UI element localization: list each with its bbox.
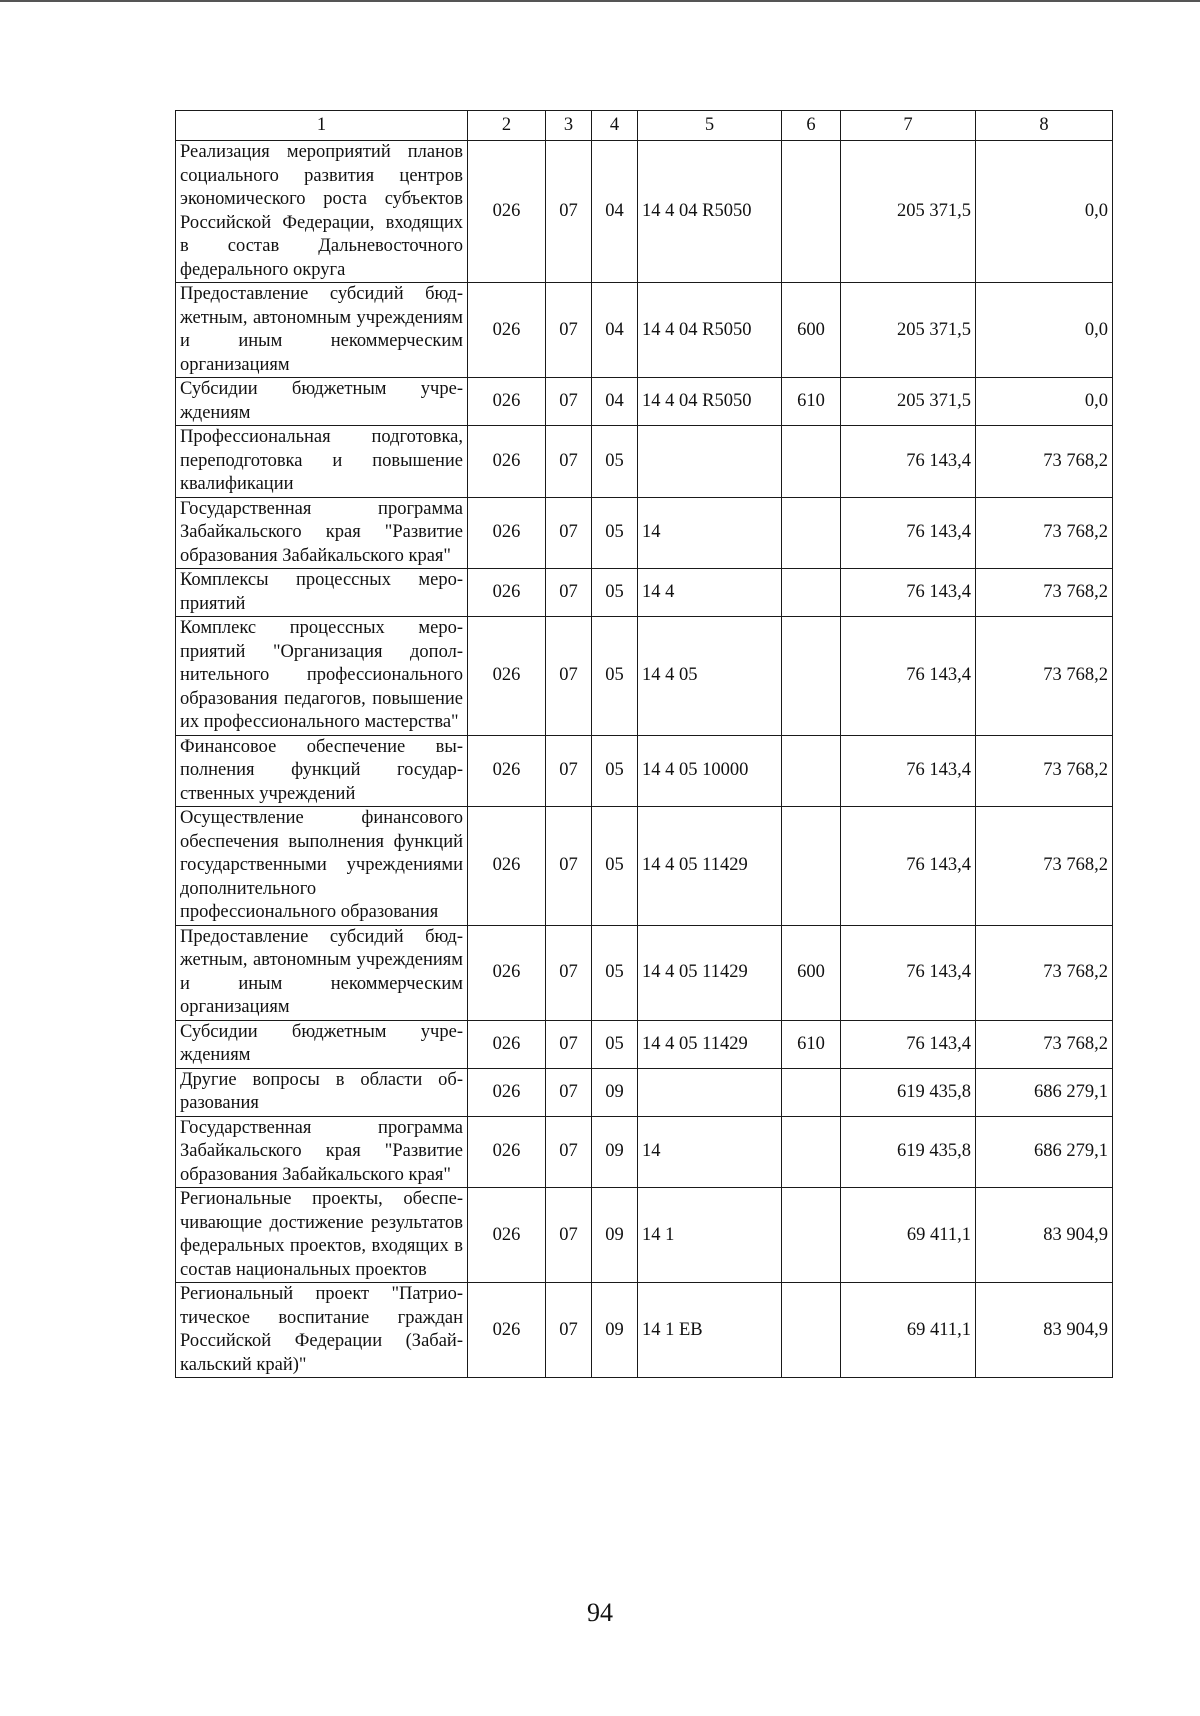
row-target-article <box>638 426 782 498</box>
row-expense-type <box>782 569 841 617</box>
row-ministry-code: 026 <box>468 1068 546 1116</box>
row-amount-2: 686 279,1 <box>976 1116 1113 1188</box>
row-ministry-code: 026 <box>468 378 546 426</box>
row-expense-type <box>782 497 841 569</box>
row-ministry-code: 026 <box>468 1116 546 1188</box>
table-row <box>176 283 1113 378</box>
budget-table <box>175 110 1113 1378</box>
table-row <box>176 497 1113 569</box>
row-amount-2: 73 768,2 <box>976 569 1113 617</box>
row-ministry-code: 026 <box>468 426 546 498</box>
row-section-code: 07 <box>546 569 592 617</box>
row-ministry-code: 026 <box>468 1020 546 1068</box>
row-name: Осуществление финансового обеспечения выполнения функций государственными учреждениями дополнительного профессионального образования <box>176 807 468 926</box>
table-row <box>176 1020 1113 1068</box>
row-amount-1: 76 143,4 <box>841 735 976 807</box>
row-amount-2: 73 768,2 <box>976 1020 1113 1068</box>
row-subsection-code: 04 <box>592 141 638 283</box>
row-subsection-code: 05 <box>592 569 638 617</box>
table-row <box>176 1116 1113 1188</box>
header-col-5: 5 <box>638 111 782 141</box>
table-row <box>176 378 1113 426</box>
row-name: Предоставление субсидий бюджетным, автономным учреждениям и иным некоммерческим организациям <box>176 283 468 378</box>
row-subsection-code: 05 <box>592 735 638 807</box>
row-section-code: 07 <box>546 925 592 1020</box>
row-target-article: 14 1 <box>638 1188 782 1283</box>
row-name: Другие вопросы в области образования <box>176 1068 468 1116</box>
row-name: Региональный проект "Патриотическое воспитание граждан Российской Федерации (Забайкальский край)" <box>176 1283 468 1378</box>
row-ministry-code: 026 <box>468 569 546 617</box>
page-number: 94 <box>587 1598 613 1627</box>
row-expense-type <box>782 1068 841 1116</box>
table-row <box>176 1068 1113 1116</box>
row-amount-2: 686 279,1 <box>976 1068 1113 1116</box>
row-amount-1: 76 143,4 <box>841 807 976 926</box>
row-ministry-code: 026 <box>468 807 546 926</box>
table-row <box>176 925 1113 1020</box>
row-name: Финансовое обеспечение выполнения функций государственных учреждений <box>176 735 468 807</box>
row-name: Предоставление субсидий бюджетным, автономным учреждениям и иным некоммерческим организациям <box>176 925 468 1020</box>
row-section-code: 07 <box>546 497 592 569</box>
row-amount-2: 73 768,2 <box>976 807 1113 926</box>
row-ministry-code: 026 <box>468 283 546 378</box>
header-col-2: 2 <box>468 111 546 141</box>
row-target-article: 14 4 <box>638 569 782 617</box>
row-section-code: 07 <box>546 426 592 498</box>
row-amount-1: 205 371,5 <box>841 283 976 378</box>
row-amount-1: 76 143,4 <box>841 925 976 1020</box>
table-row <box>176 426 1113 498</box>
table-row <box>176 617 1113 736</box>
header-col-8: 8 <box>976 111 1113 141</box>
header-col-6: 6 <box>782 111 841 141</box>
table-row <box>176 141 1113 283</box>
row-expense-type <box>782 1188 841 1283</box>
row-expense-type: 610 <box>782 378 841 426</box>
row-target-article: 14 <box>638 497 782 569</box>
row-amount-1: 619 435,8 <box>841 1068 976 1116</box>
row-subsection-code: 05 <box>592 925 638 1020</box>
row-ministry-code: 026 <box>468 1283 546 1378</box>
row-subsection-code: 05 <box>592 497 638 569</box>
row-subsection-code: 05 <box>592 807 638 926</box>
row-amount-2: 0,0 <box>976 283 1113 378</box>
row-amount-1: 205 371,5 <box>841 378 976 426</box>
header-col-3: 3 <box>546 111 592 141</box>
row-section-code: 07 <box>546 1188 592 1283</box>
row-name: Субсидии бюджетным учреждениям <box>176 378 468 426</box>
row-name: Комплексы процессных мероприятий <box>176 569 468 617</box>
row-amount-1: 76 143,4 <box>841 497 976 569</box>
row-ministry-code: 026 <box>468 497 546 569</box>
row-amount-1: 205 371,5 <box>841 141 976 283</box>
row-expense-type <box>782 426 841 498</box>
row-subsection-code: 09 <box>592 1188 638 1283</box>
row-target-article: 14 1 EB <box>638 1283 782 1378</box>
row-amount-2: 73 768,2 <box>976 426 1113 498</box>
row-subsection-code: 05 <box>592 1020 638 1068</box>
row-target-article: 14 4 04 R5050 <box>638 283 782 378</box>
row-subsection-code: 04 <box>592 378 638 426</box>
row-subsection-code: 09 <box>592 1283 638 1378</box>
row-section-code: 07 <box>546 283 592 378</box>
row-expense-type <box>782 1116 841 1188</box>
row-section-code: 07 <box>546 617 592 736</box>
row-target-article: 14 4 05 11429 <box>638 807 782 926</box>
row-expense-type <box>782 1283 841 1378</box>
row-amount-2: 0,0 <box>976 141 1113 283</box>
row-amount-1: 69 411,1 <box>841 1188 976 1283</box>
table-body <box>176 141 1113 1378</box>
row-expense-type <box>782 735 841 807</box>
table-row <box>176 1283 1113 1378</box>
row-amount-1: 76 143,4 <box>841 617 976 736</box>
row-section-code: 07 <box>546 807 592 926</box>
row-target-article: 14 4 05 <box>638 617 782 736</box>
row-amount-2: 0,0 <box>976 378 1113 426</box>
header-row <box>176 111 1113 141</box>
table-row <box>176 807 1113 926</box>
row-section-code: 07 <box>546 1068 592 1116</box>
row-amount-2: 83 904,9 <box>976 1283 1113 1378</box>
row-target-article: 14 4 04 R5050 <box>638 141 782 283</box>
header-col-4: 4 <box>592 111 638 141</box>
row-amount-2: 73 768,2 <box>976 925 1113 1020</box>
row-subsection-code: 09 <box>592 1116 638 1188</box>
table-row <box>176 1188 1113 1283</box>
row-ministry-code: 026 <box>468 617 546 736</box>
row-target-article: 14 4 05 11429 <box>638 925 782 1020</box>
row-section-code: 07 <box>546 1020 592 1068</box>
row-ministry-code: 026 <box>468 735 546 807</box>
row-amount-1: 619 435,8 <box>841 1116 976 1188</box>
row-amount-1: 76 143,4 <box>841 1020 976 1068</box>
header-col-7: 7 <box>841 111 976 141</box>
top-border-line <box>0 0 1200 2</box>
row-target-article: 14 4 05 11429 <box>638 1020 782 1068</box>
header-col-1: 1 <box>176 111 468 141</box>
row-amount-2: 73 768,2 <box>976 735 1113 807</box>
row-name: Государственная программа Забайкальского края "Развитие образования Забайкальского края" <box>176 497 468 569</box>
row-target-article: 14 4 04 R5050 <box>638 378 782 426</box>
row-expense-type <box>782 141 841 283</box>
row-amount-1: 76 143,4 <box>841 426 976 498</box>
row-target-article: 14 4 05 10000 <box>638 735 782 807</box>
row-section-code: 07 <box>546 735 592 807</box>
row-expense-type: 600 <box>782 283 841 378</box>
row-section-code: 07 <box>546 1283 592 1378</box>
row-subsection-code: 09 <box>592 1068 638 1116</box>
row-section-code: 07 <box>546 378 592 426</box>
row-expense-type: 600 <box>782 925 841 1020</box>
row-name: Профессиональная подготовка, переподготовка и повышение квалификации <box>176 426 468 498</box>
row-name: Субсидии бюджетным учреждениям <box>176 1020 468 1068</box>
table-row <box>176 569 1113 617</box>
row-amount-1: 69 411,1 <box>841 1283 976 1378</box>
row-expense-type <box>782 807 841 926</box>
row-name: Комплекс процессных мероприятий "Организация дополнительного профессионального образования педагогов, повышение их профессионального мастерства" <box>176 617 468 736</box>
row-amount-2: 83 904,9 <box>976 1188 1113 1283</box>
row-name: Реализация мероприятий планов социального развития центров экономического роста субъектов Российской Федерации, входящих в состав Дальневосточного федерального округа <box>176 141 468 283</box>
row-ministry-code: 026 <box>468 1188 546 1283</box>
row-subsection-code: 04 <box>592 283 638 378</box>
row-section-code: 07 <box>546 141 592 283</box>
row-target-article: 14 <box>638 1116 782 1188</box>
row-expense-type <box>782 617 841 736</box>
row-subsection-code: 05 <box>592 426 638 498</box>
row-amount-2: 73 768,2 <box>976 497 1113 569</box>
row-name: Государственная программа Забайкальского края "Развитие образования Забайкальского края" <box>176 1116 468 1188</box>
row-ministry-code: 026 <box>468 141 546 283</box>
row-amount-1: 76 143,4 <box>841 569 976 617</box>
row-ministry-code: 026 <box>468 925 546 1020</box>
row-section-code: 07 <box>546 1116 592 1188</box>
row-target-article <box>638 1068 782 1116</box>
row-subsection-code: 05 <box>592 617 638 736</box>
row-expense-type: 610 <box>782 1020 841 1068</box>
row-name: Региональные проекты, обеспечивающие достижение результатов федеральных проектов, входящих в состав национальных проектов <box>176 1188 468 1283</box>
row-amount-2: 73 768,2 <box>976 617 1113 736</box>
table-row <box>176 735 1113 807</box>
